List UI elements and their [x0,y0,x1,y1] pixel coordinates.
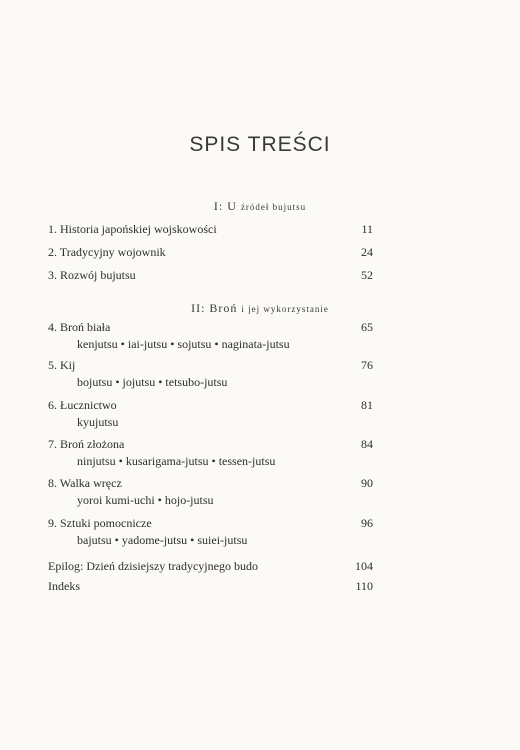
toc-entry-label: 3. Rozwój bujutsu [48,268,136,282]
toc-entry [48,268,373,284]
toc-entry-label: 6. Łucznictwo [48,398,117,412]
part-heading-2 [0,301,520,316]
toc-entry-page: 76 [361,358,373,372]
toc-entry-label: 5. Kij [48,358,76,372]
part-number: II: Broń [191,301,238,315]
toc-entry-page: 81 [361,398,373,412]
toc-entry [48,516,373,532]
toc-entry [48,222,373,238]
toc-entry [48,559,373,575]
toc-entry-page: 96 [361,516,373,530]
toc-entry [48,398,373,414]
toc-entry-subtopics: kenjutsu • iai-jutsu • sojutsu • naginata-jutsu [77,337,290,351]
toc-entry [48,437,373,453]
toc-entry-page: 84 [361,437,373,451]
toc-entry [48,358,373,374]
toc-entry-label: Epilog: Dzień dzisiejszy tradycyjnego budo [48,559,258,573]
toc-entry-label: Indeks [48,579,80,593]
toc-entry-page: 110 [355,579,373,593]
part-title: i jej wykorzystanie [241,304,329,314]
toc-entry [48,476,373,492]
toc-entry-subtopics: kyujutsu [77,415,119,429]
toc-entry [48,579,373,595]
toc-entry-label: 2. Tradycyjny wojownik [48,245,166,259]
toc-entry-label: 7. Broń złożona [48,437,125,451]
toc-entry-label: 1. Historia japońskiej wojskowości [48,222,217,236]
page-title: SPIS TREŚCI [189,133,331,156]
toc-entry-subtopics: bajutsu • yadome-jutsu • suiei-jutsu [77,533,248,547]
toc-entry-subtopics: yoroi kumi-uchi • hojo-jutsu [77,493,214,507]
toc-entry-label: 4. Broń biała [48,320,111,334]
toc-entry-page: 65 [361,320,373,334]
toc-entry-label: 9. Sztuki pomocnicze [48,516,152,530]
toc-entry-page: 11 [361,222,373,236]
toc-entry-page: 90 [361,476,373,490]
toc-entry-subtopics: bojutsu • jojutsu • tetsubo-jutsu [77,375,228,389]
toc-entry-page: 52 [361,268,373,282]
toc-entry-subtopics: ninjutsu • kusarigama-jutsu • tessen-jutsu [77,454,276,468]
part-number: I: U [213,199,237,213]
toc-entry [48,245,373,261]
toc-entry-label: 8. Walka wręcz [48,476,122,490]
part-heading-1 [0,199,520,214]
part-title: źródeł bujutsu [240,202,307,212]
toc-entry [48,320,373,336]
toc-entry-page: 24 [361,245,373,259]
toc-entry-page: 104 [355,559,373,573]
